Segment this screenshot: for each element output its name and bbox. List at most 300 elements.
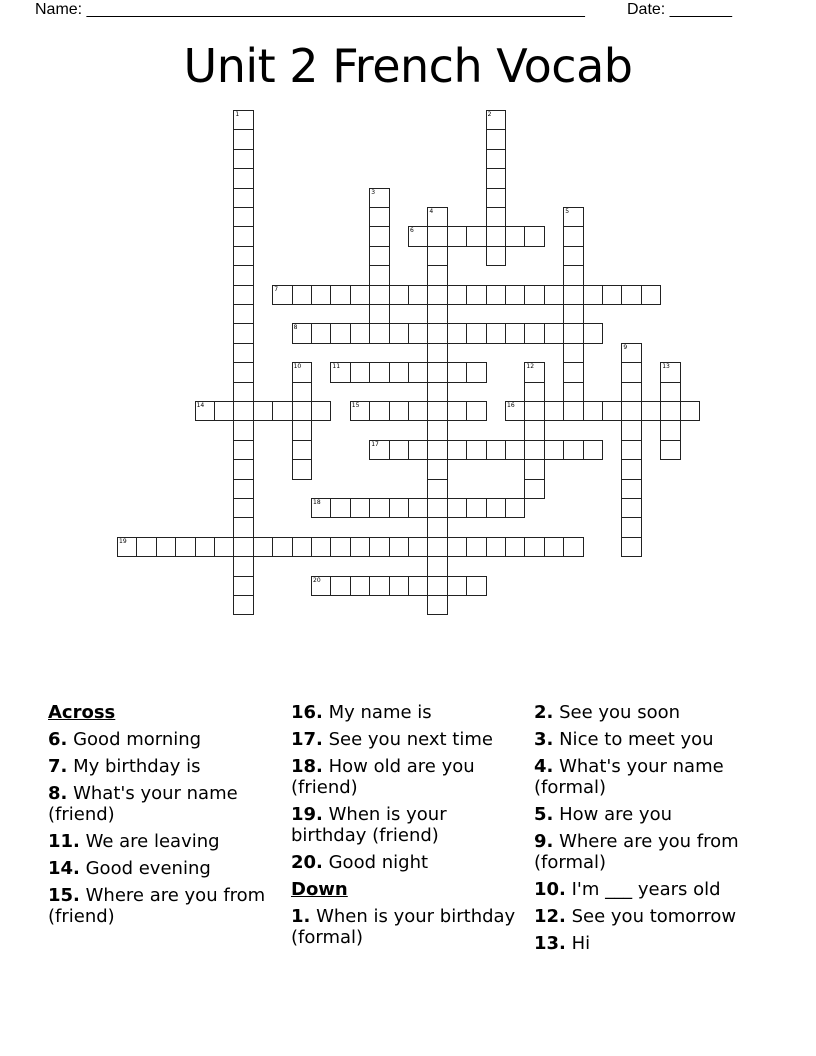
grid-cell[interactable] — [563, 440, 583, 460]
grid-cell[interactable] — [505, 440, 525, 460]
clue-number: 19. — [291, 804, 323, 825]
grid-cell[interactable] — [233, 323, 253, 343]
grid-cell[interactable] — [292, 285, 312, 305]
grid-cell[interactable] — [486, 110, 506, 130]
grid-cell[interactable] — [369, 304, 389, 324]
grid-cell[interactable] — [369, 401, 389, 421]
grid-cell[interactable] — [389, 576, 409, 596]
cell-number: 20 — [313, 576, 321, 584]
clue-number: 15. — [48, 885, 80, 906]
grid-cell[interactable] — [563, 537, 583, 557]
grid-cell[interactable] — [369, 285, 389, 305]
grid-cell[interactable] — [233, 343, 253, 363]
grid-cell[interactable] — [466, 401, 486, 421]
cell-number: 9 — [623, 343, 628, 351]
grid-cell[interactable] — [350, 285, 370, 305]
grid-cell[interactable] — [233, 382, 253, 402]
cell-number: 7 — [274, 285, 279, 293]
grid-cell[interactable] — [233, 285, 253, 305]
grid-cell[interactable] — [486, 207, 506, 227]
grid-cell[interactable] — [233, 110, 253, 130]
grid-cell[interactable] — [292, 362, 312, 382]
grid-cell[interactable] — [602, 285, 622, 305]
grid-cell[interactable] — [524, 479, 544, 499]
grid-cell[interactable] — [447, 285, 467, 305]
grid-cell[interactable] — [660, 401, 680, 421]
clue-number: 4. — [534, 756, 554, 777]
grid-cell[interactable] — [311, 576, 331, 596]
grid-cell[interactable] — [233, 129, 253, 149]
clue-down-12 — [534, 906, 770, 927]
grid-cell[interactable] — [447, 323, 467, 343]
cell-number: 16 — [507, 402, 515, 409]
grid-cell[interactable] — [408, 440, 428, 460]
grid-cell[interactable] — [486, 498, 506, 518]
grid-cell[interactable] — [544, 285, 564, 305]
grid-cell[interactable] — [524, 226, 544, 246]
clue-number: 16. — [291, 702, 323, 723]
grid-cell[interactable] — [563, 382, 583, 402]
grid-cell[interactable] — [233, 420, 253, 440]
cell-number: 18 — [313, 499, 321, 506]
grid-cell[interactable] — [233, 440, 253, 460]
grid-cell[interactable] — [214, 401, 234, 421]
clue-text: My birthday is — [67, 756, 201, 777]
grid-cell[interactable] — [427, 440, 447, 460]
grid-cell[interactable] — [427, 479, 447, 499]
grid-cell[interactable] — [233, 226, 253, 246]
grid-cell[interactable] — [583, 440, 603, 460]
grid-cell[interactable] — [369, 440, 389, 460]
grid-cell[interactable] — [369, 498, 389, 518]
grid-cell[interactable] — [486, 188, 506, 208]
grid-cell[interactable] — [427, 362, 447, 382]
grid-cell[interactable] — [641, 401, 661, 421]
grid-cell[interactable] — [389, 285, 409, 305]
grid-cell[interactable] — [621, 343, 641, 363]
grid-cell[interactable] — [621, 362, 641, 382]
grid-cell[interactable] — [233, 595, 253, 615]
grid-cell[interactable] — [563, 226, 583, 246]
grid-cell[interactable] — [621, 285, 641, 305]
clue-text: See you tomorrow — [565, 906, 737, 927]
grid-cell[interactable] — [311, 498, 331, 518]
grid-cell[interactable] — [272, 401, 292, 421]
grid-cell[interactable] — [427, 537, 447, 557]
grid-cell[interactable] — [427, 498, 447, 518]
grid-cell[interactable] — [621, 401, 641, 421]
grid-cell[interactable] — [563, 207, 583, 227]
grid-cell[interactable] — [466, 440, 486, 460]
grid-cell[interactable] — [369, 226, 389, 246]
grid-cell[interactable] — [583, 323, 603, 343]
grid-cell[interactable] — [563, 285, 583, 305]
grid-cell[interactable] — [311, 401, 331, 421]
grid-cell[interactable] — [427, 285, 447, 305]
grid-cell[interactable] — [427, 556, 447, 576]
grid-cell[interactable] — [117, 537, 137, 557]
down-heading: Down — [291, 879, 348, 900]
grid-cell[interactable] — [292, 420, 312, 440]
grid-cell[interactable] — [563, 362, 583, 382]
clue-number: 12. — [534, 906, 566, 927]
clue-text: We are leaving — [79, 831, 220, 852]
grid-cell[interactable] — [563, 401, 583, 421]
grid-cell[interactable] — [486, 246, 506, 266]
grid-cell[interactable] — [330, 362, 350, 382]
cell-number: 19 — [119, 537, 127, 545]
grid-cell[interactable] — [369, 362, 389, 382]
grid-cell[interactable] — [233, 246, 253, 266]
clue-number: 14. — [48, 858, 80, 879]
grid-cell[interactable] — [389, 498, 409, 518]
grid-cell[interactable] — [466, 576, 486, 596]
clue-text: See you next time — [322, 729, 493, 750]
grid-cell[interactable] — [233, 149, 253, 169]
grid-cell[interactable] — [369, 323, 389, 343]
grid-cell[interactable] — [389, 537, 409, 557]
grid-cell[interactable] — [330, 498, 350, 518]
grid-cell[interactable] — [621, 479, 641, 499]
grid-cell[interactable] — [486, 440, 506, 460]
grid-cell[interactable] — [524, 537, 544, 557]
grid-cell[interactable] — [292, 401, 312, 421]
grid-cell[interactable] — [311, 323, 331, 343]
grid-cell[interactable] — [350, 537, 370, 557]
grid-cell[interactable] — [660, 362, 680, 382]
page-title: Unit 2 French Vocab — [183, 39, 633, 93]
grid-cell[interactable] — [524, 285, 544, 305]
grid-cell[interactable] — [447, 226, 467, 246]
grid-cell[interactable] — [350, 401, 370, 421]
grid-cell[interactable] — [408, 323, 428, 343]
clue-text: See you soon — [553, 702, 680, 723]
grid-cell[interactable] — [214, 537, 234, 557]
grid-cell[interactable] — [563, 265, 583, 285]
grid-cell[interactable] — [563, 343, 583, 363]
grid-cell[interactable] — [408, 401, 428, 421]
grid-cell[interactable] — [486, 323, 506, 343]
grid-cell[interactable] — [427, 382, 447, 402]
grid-cell[interactable] — [175, 537, 195, 557]
grid-cell[interactable] — [427, 595, 447, 615]
clue-number: 2. — [534, 702, 554, 723]
grid-cell[interactable] — [621, 382, 641, 402]
grid-cell[interactable] — [408, 498, 428, 518]
grid-cell[interactable] — [447, 401, 467, 421]
cell-number: 15 — [351, 402, 360, 409]
grid-cell[interactable] — [369, 246, 389, 266]
grid-cell[interactable] — [330, 576, 350, 596]
clue-text: What's your name (formal) — [534, 756, 724, 798]
grid-cell[interactable] — [524, 459, 544, 479]
grid-cell[interactable] — [369, 188, 389, 208]
clue-number: 20. — [291, 852, 323, 873]
grid-cell[interactable] — [136, 537, 156, 557]
grid-cell[interactable] — [408, 362, 428, 382]
grid-cell[interactable] — [427, 304, 447, 324]
clue-across-7 — [48, 756, 284, 777]
cell-number: 5 — [565, 208, 570, 215]
grid-cell[interactable] — [233, 188, 253, 208]
clue-text: When is your birthday (friend) — [291, 804, 447, 846]
grid-cell[interactable] — [195, 401, 215, 421]
clue-across-6 — [48, 729, 284, 750]
clue-number: 7. — [48, 756, 68, 777]
cell-number: 3 — [371, 188, 376, 196]
grid-cell[interactable] — [505, 537, 525, 557]
cell-number: 13 — [662, 363, 670, 371]
grid-cell[interactable] — [466, 323, 486, 343]
clue-number: 5. — [534, 804, 554, 825]
cell-number: 1 — [235, 111, 240, 118]
clue-text: Good night — [322, 852, 429, 873]
grid-cell[interactable] — [466, 285, 486, 305]
grid-cell[interactable] — [447, 576, 467, 596]
clue-across-19 — [291, 804, 527, 846]
grid-cell[interactable] — [660, 382, 680, 402]
grid-cell[interactable] — [350, 323, 370, 343]
grid-cell[interactable] — [660, 440, 680, 460]
grid-cell[interactable] — [486, 537, 506, 557]
grid-cell[interactable] — [427, 207, 447, 227]
grid-cell[interactable] — [311, 285, 331, 305]
clue-number: 18. — [291, 756, 323, 777]
clue-across-20 — [291, 852, 527, 873]
clue-number: 3. — [534, 729, 554, 750]
grid-cell[interactable] — [563, 323, 583, 343]
clue-number: 11. — [48, 831, 80, 852]
grid-cell[interactable] — [524, 401, 544, 421]
grid-cell[interactable] — [466, 362, 486, 382]
grid-cell[interactable] — [621, 420, 641, 440]
grid-cell[interactable] — [486, 149, 506, 169]
clue-across-11 — [48, 831, 284, 852]
grid-cell[interactable] — [350, 498, 370, 518]
grid-cell[interactable] — [233, 207, 253, 227]
grid-cell[interactable] — [233, 498, 253, 518]
grid-cell[interactable] — [524, 440, 544, 460]
grid-cell[interactable] — [389, 440, 409, 460]
grid-cell[interactable] — [447, 440, 467, 460]
grid-cell[interactable] — [233, 362, 253, 382]
clue-text: Good morning — [67, 729, 202, 750]
grid-cell[interactable] — [195, 537, 215, 557]
grid-cell[interactable] — [233, 479, 253, 499]
cell-number: 12 — [526, 363, 535, 371]
grid-cell[interactable] — [486, 226, 506, 246]
grid-cell[interactable] — [292, 382, 312, 402]
grid-cell[interactable] — [544, 537, 564, 557]
grid-cell[interactable] — [563, 246, 583, 266]
grid-cell[interactable] — [369, 207, 389, 227]
grid-cell[interactable] — [466, 537, 486, 557]
grid-cell[interactable] — [466, 226, 486, 246]
grid-cell[interactable] — [272, 537, 292, 557]
clue-down-10 — [534, 879, 770, 900]
grid-cell[interactable] — [505, 498, 525, 518]
cell-number: 2 — [487, 111, 492, 118]
grid-cell[interactable] — [602, 401, 622, 421]
grid-cell[interactable] — [427, 265, 447, 285]
clue-down-2 — [534, 702, 770, 723]
grid-cell[interactable] — [427, 246, 447, 266]
grid-cell[interactable] — [272, 285, 292, 305]
clue-text: Hi — [565, 933, 591, 954]
clue-text: Where are you from (formal) — [534, 831, 739, 873]
grid-cell[interactable] — [427, 401, 447, 421]
grid-cell[interactable] — [350, 576, 370, 596]
grid-cell[interactable] — [156, 537, 176, 557]
cell-number: 10 — [293, 363, 302, 371]
cell-number: 11 — [332, 363, 341, 371]
grid-cell[interactable] — [486, 168, 506, 188]
grid-cell[interactable] — [389, 362, 409, 382]
grid-cell[interactable] — [330, 537, 350, 557]
clue-across-15 — [48, 885, 284, 927]
grid-cell[interactable] — [408, 285, 428, 305]
date-field[interactable]: Date: _______ — [627, 1, 732, 18]
clue-across-18 — [291, 756, 527, 798]
cell-number: 4 — [429, 208, 434, 215]
clue-column-3 — [534, 702, 770, 960]
clue-text: I'm ___ years old — [565, 879, 721, 900]
grid-cell[interactable] — [233, 556, 253, 576]
clue-number: 17. — [291, 729, 323, 750]
grid-cell[interactable] — [427, 226, 447, 246]
clue-text: Nice to meet you — [553, 729, 714, 750]
grid-cell[interactable] — [447, 498, 467, 518]
grid-cell[interactable] — [233, 537, 253, 557]
cell-number: 17 — [371, 440, 379, 448]
grid-cell[interactable] — [486, 129, 506, 149]
clue-text: How old are you (friend) — [291, 756, 475, 798]
grid-cell[interactable] — [427, 517, 447, 537]
grid-cell[interactable] — [369, 537, 389, 557]
grid-cell[interactable] — [505, 285, 525, 305]
cell-number: 6 — [410, 227, 414, 235]
clue-text: When is your birthday (formal) — [291, 906, 516, 948]
clue-number: 8. — [48, 783, 68, 804]
grid-cell[interactable] — [544, 440, 564, 460]
clue-across-16 — [291, 702, 527, 723]
clue-across-14 — [48, 858, 284, 879]
clue-text: What's your name (friend) — [48, 783, 238, 825]
grid-cell[interactable] — [292, 537, 312, 557]
grid-cell[interactable] — [233, 459, 253, 479]
clue-down-1 — [291, 906, 527, 948]
grid-cell[interactable] — [486, 285, 506, 305]
grid-cell[interactable] — [563, 304, 583, 324]
grid-cell[interactable] — [621, 440, 641, 460]
clue-down-9 — [534, 831, 770, 873]
clue-across-17 — [291, 729, 527, 750]
cell-number: 14 — [196, 402, 205, 409]
clue-number: 13. — [534, 933, 566, 954]
clue-text: My name is — [322, 702, 432, 723]
clue-down-3 — [534, 729, 770, 750]
grid-cell[interactable] — [408, 537, 428, 557]
grid-cell[interactable] — [253, 537, 273, 557]
clue-down-4 — [534, 756, 770, 798]
grid-cell[interactable] — [660, 420, 680, 440]
grid-cell[interactable] — [389, 401, 409, 421]
grid-cell[interactable] — [233, 401, 253, 421]
clue-number: 6. — [48, 729, 68, 750]
grid-cell[interactable] — [330, 323, 350, 343]
grid-cell[interactable] — [524, 323, 544, 343]
grid-cell[interactable] — [427, 343, 447, 363]
grid-cell[interactable] — [427, 323, 447, 343]
grid-cell[interactable] — [389, 323, 409, 343]
grid-cell[interactable] — [233, 265, 253, 285]
grid-cell[interactable] — [292, 440, 312, 460]
clue-number: 10. — [534, 879, 566, 900]
grid-cell[interactable] — [427, 459, 447, 479]
grid-cell[interactable] — [233, 304, 253, 324]
grid-cell[interactable] — [369, 576, 389, 596]
grid-cell[interactable] — [621, 498, 641, 518]
grid-cell[interactable] — [233, 576, 253, 596]
grid-cell[interactable] — [583, 401, 603, 421]
grid-cell[interactable] — [233, 517, 253, 537]
grid-cell[interactable] — [253, 401, 273, 421]
clue-column-1 — [48, 702, 284, 933]
grid-cell[interactable] — [447, 537, 467, 557]
grid-cell[interactable] — [369, 265, 389, 285]
grid-cell[interactable] — [427, 576, 447, 596]
grid-cell[interactable] — [621, 537, 641, 557]
grid-cell[interactable] — [447, 362, 467, 382]
name-field[interactable]: Name: ________________________________________________________ — [35, 1, 585, 18]
grid-cell[interactable] — [292, 323, 312, 343]
across-heading: Across — [48, 702, 116, 723]
clue-column-2 — [291, 702, 527, 954]
clue-text: Good evening — [79, 858, 211, 879]
clue-down-13 — [534, 933, 770, 954]
clue-number: 1. — [291, 906, 311, 927]
grid-cell[interactable] — [408, 576, 428, 596]
grid-cell[interactable] — [350, 362, 370, 382]
clue-text: Where are you from (friend) — [48, 885, 266, 927]
cell-number: 8 — [293, 324, 298, 332]
grid-cell[interactable] — [641, 285, 661, 305]
grid-cell[interactable] — [505, 226, 525, 246]
grid-cell[interactable] — [524, 362, 544, 382]
grid-cell[interactable] — [427, 420, 447, 440]
grid-cell[interactable] — [544, 401, 564, 421]
grid-cell[interactable] — [233, 168, 253, 188]
grid-cell[interactable] — [544, 323, 564, 343]
grid-cell[interactable] — [311, 537, 331, 557]
grid-cell[interactable] — [466, 498, 486, 518]
grid-cell[interactable] — [292, 459, 312, 479]
grid-cell[interactable] — [583, 285, 603, 305]
grid-cell[interactable] — [524, 420, 544, 440]
grid-cell[interactable] — [505, 323, 525, 343]
clue-down-5 — [534, 804, 770, 825]
clue-text: How are you — [553, 804, 672, 825]
grid-cell[interactable] — [505, 401, 525, 421]
grid-cell[interactable] — [408, 226, 428, 246]
grid-cell[interactable] — [330, 285, 350, 305]
grid-cell[interactable] — [524, 382, 544, 402]
clue-across-8 — [48, 783, 284, 825]
grid-cell[interactable] — [621, 517, 641, 537]
grid-cell[interactable] — [621, 459, 641, 479]
grid-cell[interactable] — [680, 401, 700, 421]
clue-number: 9. — [534, 831, 554, 852]
